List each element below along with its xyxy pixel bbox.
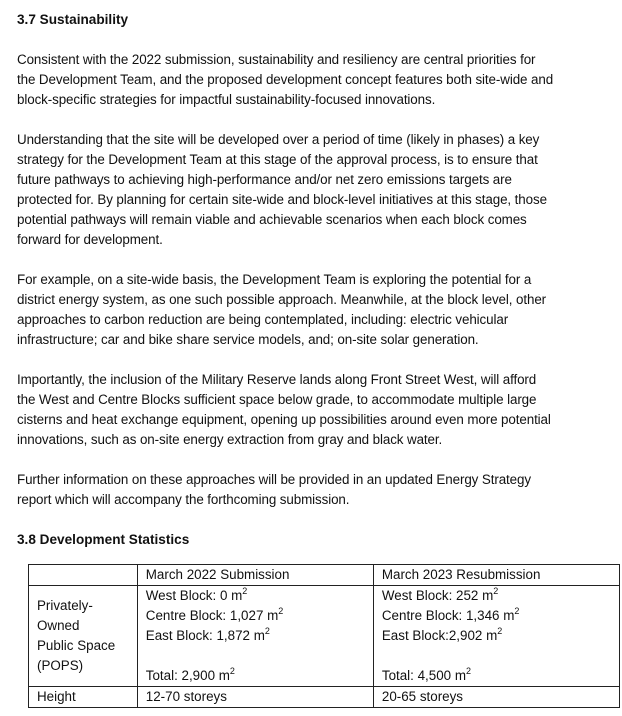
value-text: West Block: 0 m: [145, 588, 243, 603]
table-row-height: [29, 687, 620, 708]
spacer: [17, 30, 617, 50]
paragraph-2: [17, 130, 617, 250]
text-line: cisterns and heat exchange equipment, opening up possibilities around even more potential: [17, 412, 551, 427]
unit-superscript: 2: [278, 605, 284, 616]
value-text: East Block:2,902 m: [381, 628, 498, 643]
paragraph-1: [17, 50, 617, 110]
text-line: Consistent with the 2022 submission, sustainability and resiliency are central priorities for: [17, 52, 536, 67]
spacer: [382, 646, 611, 666]
text-line: Understanding that the site will be developed over a period of time (likely in phases) a key: [17, 132, 540, 147]
total-text: Total: 4,500 m: [381, 668, 466, 683]
text-line: forward for development.: [17, 232, 163, 247]
label-line: Owned: [37, 618, 80, 633]
unit-superscript: 2: [229, 665, 235, 676]
table-header-cell: March 2022 Submission: [137, 565, 373, 586]
row-label-pops: [29, 586, 138, 687]
spacer: [17, 350, 617, 370]
spacer: [17, 250, 617, 270]
table-header-cell: [29, 565, 138, 586]
total-line: [382, 666, 611, 686]
text-line: potential pathways will remain viable and achievable scenarios when each block comes: [17, 212, 527, 227]
pops-2023-cell: [373, 586, 619, 687]
value-text: Centre Block: 1,027 m: [145, 608, 279, 623]
value-text: West Block: 252 m: [381, 588, 494, 603]
text-line: Further information on these approaches will be provided in an updated Energy Strategy: [17, 472, 531, 487]
text-line: the Development Team, and the proposed development concept features both site-wide and: [17, 72, 554, 87]
unit-superscript: 2: [497, 625, 503, 636]
unit-superscript: 2: [514, 605, 520, 616]
text-line: approaches to carbon reduction are being contemplated, including: electric vehicular: [17, 312, 509, 327]
text-line: district energy system, as one such possible approach. Meanwhile, at the block level, other: [17, 292, 547, 307]
text-line: strategy for the Development Team at this stage of the approval process, is to ensure that: [17, 152, 538, 167]
unit-superscript: 2: [465, 665, 471, 676]
section-heading-development-statistics: 3.8 Development Statistics: [17, 532, 190, 547]
spacer: [17, 450, 617, 470]
unit-superscript: 2: [242, 585, 248, 596]
spacer: [17, 110, 617, 130]
table-header-cell: March 2023 Resubmission: [373, 565, 619, 586]
spacer: [146, 646, 365, 666]
value-line: [146, 606, 365, 626]
value-line: [382, 626, 611, 646]
development-statistics-table: [28, 564, 620, 708]
paragraph-4: [17, 370, 617, 450]
table-header-row: [29, 565, 620, 586]
total-text: Total: 2,900 m: [145, 668, 230, 683]
height-2023-cell: 20-65 storeys: [373, 687, 619, 708]
pops-2022-cell: [137, 586, 373, 687]
value-text: East Block: 1,872 m: [145, 628, 265, 643]
total-line: [146, 666, 365, 686]
paragraph-5: [17, 470, 617, 510]
text-line: future pathways to achieving high-performance and/or net zero emissions targets are: [17, 172, 512, 187]
text-line: For example, on a site-wide basis, the Development Team is exploring the potential for a: [17, 272, 532, 287]
document-page: [17, 10, 617, 550]
unit-superscript: 2: [493, 585, 499, 596]
paragraph-3: [17, 270, 617, 350]
text-line: Importantly, the inclusion of the Military Reserve lands along Front Street West, will afford: [17, 372, 537, 387]
text-line: report which will accompany the forthcoming submission.: [17, 492, 350, 507]
value-text: Centre Block: 1,346 m: [381, 608, 515, 623]
text-line: infrastructure; car and bike share service models, and; on-site solar generation.: [17, 332, 479, 347]
row-label-height: Height: [29, 687, 138, 708]
value-line: [382, 606, 611, 626]
height-2022-cell: 12-70 storeys: [137, 687, 373, 708]
text-line: innovations, such as on-site energy extraction from gray and black water.: [17, 432, 443, 447]
text-line: the West and Centre Blocks sufficient space below grade, to accommodate multiple large: [17, 392, 537, 407]
value-line: [382, 586, 611, 606]
text-line: block-specific strategies for impactful sustainability-focused innovations.: [17, 92, 436, 107]
label-line: Privately-: [37, 598, 93, 613]
table-row-pops: [29, 586, 620, 687]
unit-superscript: 2: [264, 625, 270, 636]
spacer: [17, 510, 617, 530]
label-line: (POPS): [37, 658, 84, 673]
label-line: Public Space: [37, 638, 116, 653]
value-line: [146, 586, 365, 606]
value-line: [146, 626, 365, 646]
section-heading-sustainability: 3.7 Sustainability: [17, 12, 129, 27]
text-line: protected for. By planning for certain site-wide and block-level initiatives at this stage, those: [17, 192, 547, 207]
